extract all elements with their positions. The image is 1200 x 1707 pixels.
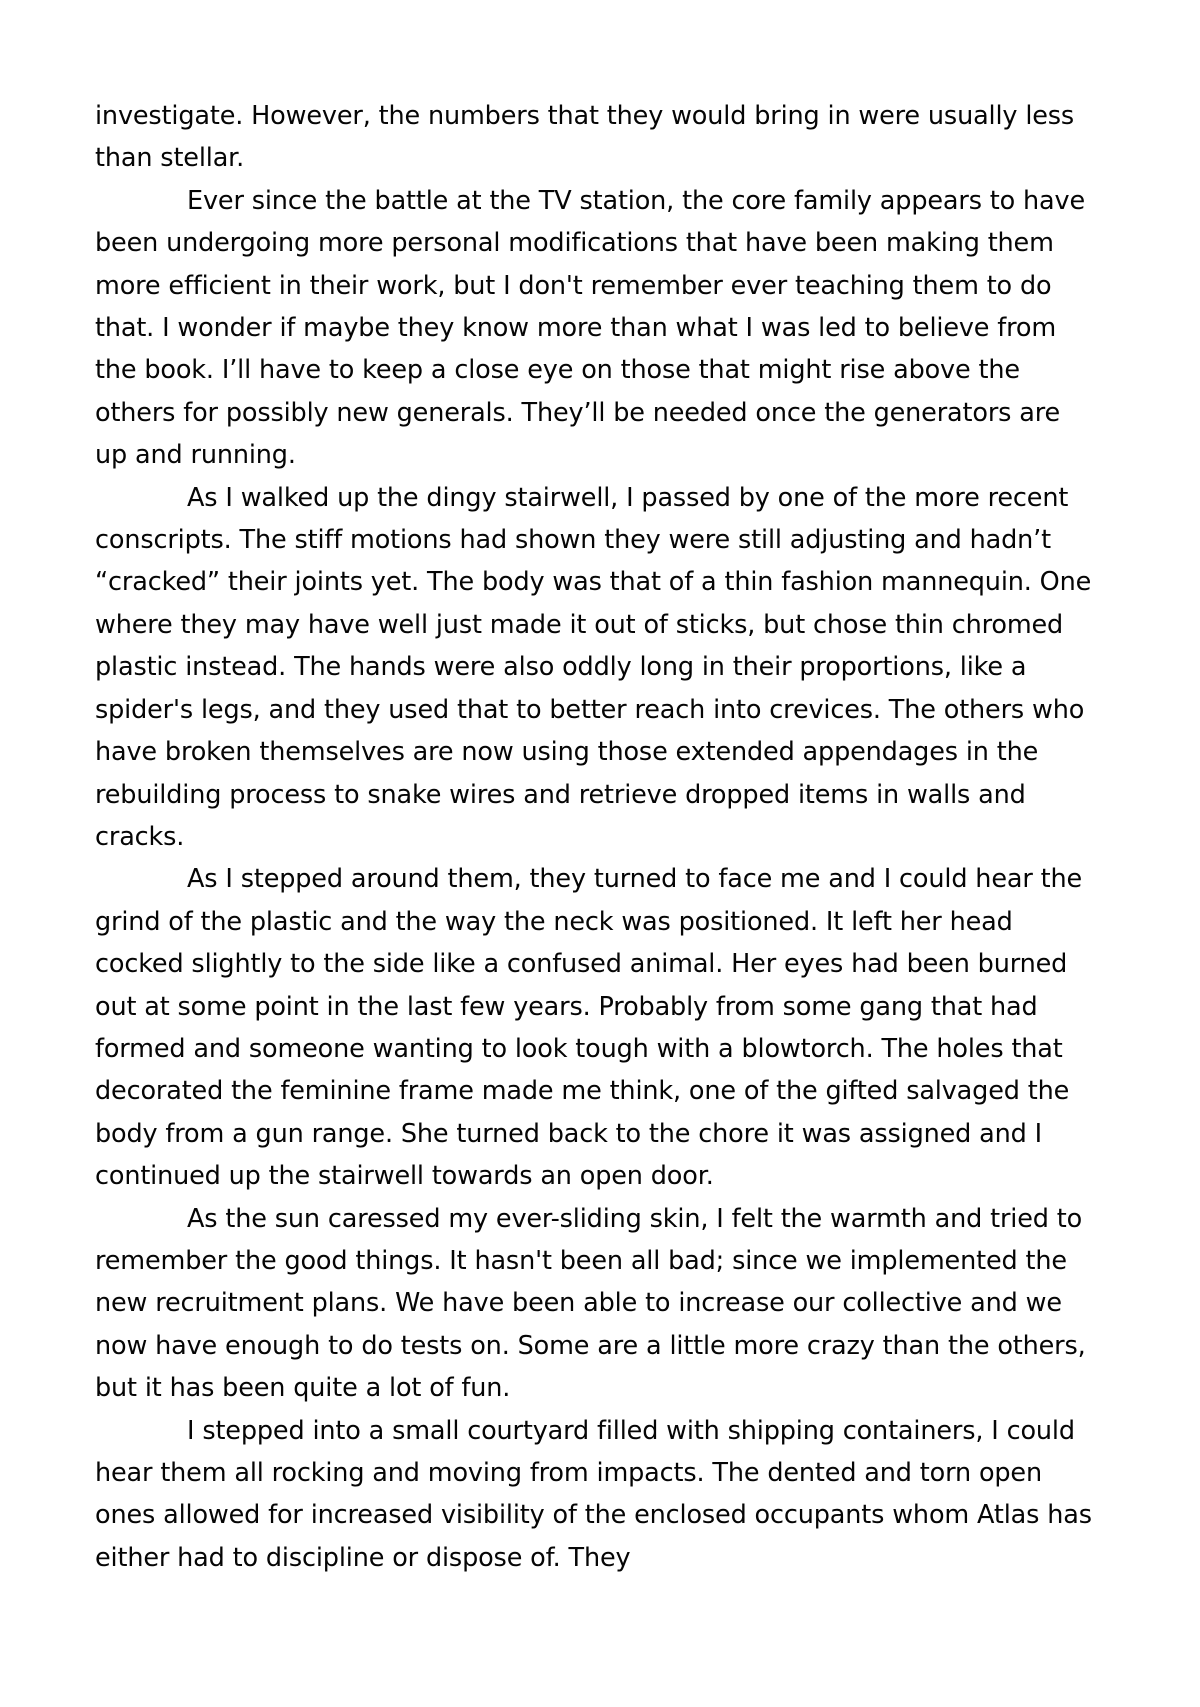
paragraph-courtyard: I stepped into a small courtyard filled with shipping containers, I could hear them all rocking and moving from impacts. The dented and torn open ones allowed for increased visibility of the enclosed occupants whom Atlas has either had to discipline or dispose of. They [95, 1415, 1092, 1573]
paragraph-sun-caressed: As the sun caressed my ever-sliding skin, I felt the warmth and tried to remember the good things. It hasn't been all bad; since we implemented the new recruitment plans. We have been able to increase our collective and we now have enough to do tests on. Some are a little more crazy than the others, but it has been quite a lot of fun. [95, 1203, 1086, 1404]
document-body [95, 95, 1100, 1579]
paragraph-stepped-around: As I stepped around them, they turned to face me and I could hear the grind of the plastic and the way the neck was positioned. It left her head cocked slightly to the side like a confused animal. Her eyes had been burned out at some point in the last few years. Probably from some gang that had formed and someone wanting to look tough with a blowtorch. The holes that decorated the feminine frame made me think, one of the gifted salvaged the body from a gun range. She turned back to the chore it was assigned and I continued up the stairwell towards an open door. [95, 864, 1083, 1192]
paragraph-continuation: investigate. However, the numbers that they would bring in were usually less than stellar. [95, 101, 1075, 174]
paragraph-core-family: Ever since the battle at the TV station, the core family appears to have been undergoing more personal modifications that have been making them more efficient in their work, but I don't remember ever teaching them to do that. I wonder if maybe they know more than what I was led to believe from the book. I’ll have to keep a close eye on those that might rise above the others for possibly new generals. They’ll be needed once the generators are up and running. [95, 185, 1086, 471]
paragraph-stairwell: As I walked up the dingy stairwell, I passed by one of the more recent conscripts. The stiff motions had shown they were still adjusting and hadn’t “cracked” their joints yet. The body was that of a thin fashion mannequin. One where they may have well just made it out of sticks, but chose thin chromed plastic instead. The hands were also oddly long in their proportions, like a spider's legs, and they used that to better reach into crevices. The others who have broken themselves are now using those extended appendages in the rebuilding process to snake wires and retrieve dropped items in walls and cracks. [95, 482, 1092, 852]
